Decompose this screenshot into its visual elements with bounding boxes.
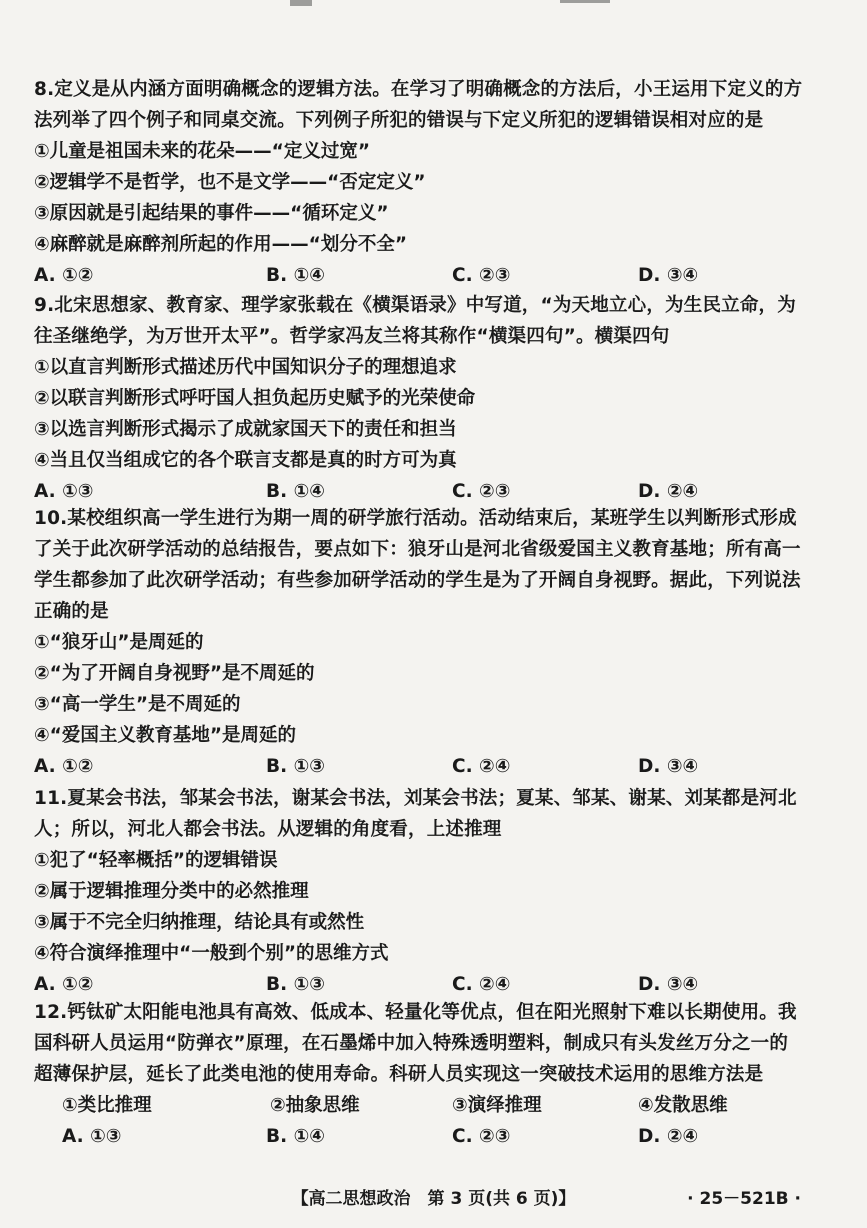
statement: ③演绎推理 xyxy=(452,1095,542,1116)
scan-mark-right xyxy=(560,0,610,3)
statement: ②属于逻辑推理分类中的必然推理 xyxy=(34,881,309,902)
option-c[interactable]: C. ②③ xyxy=(452,265,511,286)
option-a[interactable]: A. ①② xyxy=(34,974,94,995)
statement: ②“为了开阔自身视野”是不周延的 xyxy=(34,663,315,684)
option-a[interactable]: A. ①③ xyxy=(62,1126,122,1147)
answer-options xyxy=(0,260,867,291)
statement: ④麻醉就是麻醉剂所起的作用——“划分不全” xyxy=(34,234,407,255)
option-c[interactable]: C. ②④ xyxy=(452,756,511,777)
footer-paper-code: · 25－521B · xyxy=(687,1189,801,1209)
question-stem: 8.定义是从内涵方面明确概念的逻辑方法。在学习了明确概念的方法后，小王运用下定义的方法列举了四个例子和同桌交流。下列例子所犯的错误与下定义所犯的逻辑错误相对应的是 xyxy=(34,79,803,131)
question-8 xyxy=(0,74,867,291)
scan-mark-left xyxy=(290,0,312,6)
option-b[interactable]: B. ①④ xyxy=(266,1126,325,1147)
statement: ①类比推理 xyxy=(62,1095,152,1116)
question-11 xyxy=(0,783,867,1000)
statement: ③以选言判断形式揭示了成就家国天下的责任和担当 xyxy=(34,419,457,440)
option-d[interactable]: D. ②④ xyxy=(638,1126,699,1147)
option-b[interactable]: B. ①③ xyxy=(266,756,325,777)
option-a[interactable]: A. ①② xyxy=(34,265,94,286)
option-c[interactable]: C. ②③ xyxy=(452,1126,511,1147)
statement: ①犯了“轻率概括”的逻辑错误 xyxy=(34,850,278,871)
option-a[interactable]: A. ①③ xyxy=(34,481,94,502)
option-d[interactable]: D. ②④ xyxy=(638,481,699,502)
statement: ①以直言判断形式描述历代中国知识分子的理想追求 xyxy=(34,357,457,378)
statement: ③属于不完全归纳推理，结论具有或然性 xyxy=(34,912,365,933)
statement: ④当且仅当组成它的各个联言支都是真的时方可为真 xyxy=(34,450,457,471)
statement: ③原因就是引起结果的事件——“循环定义” xyxy=(34,203,389,224)
answer-options xyxy=(0,969,867,1000)
question-stem: 9.北宋思想家、教育家、理学家张载在《横渠语录》中写道，“为天地立心，为生民立命，为往圣继绝学，为万世开太平”。哲学家冯友兰将其称作“横渠四句”。横渠四句 xyxy=(34,295,796,347)
statement: ④“爱国主义教育基地”是周延的 xyxy=(34,725,296,746)
footer-page-info: 【高二思想政治 第 3 页(共 6 页)】 xyxy=(291,1189,576,1209)
option-d[interactable]: D. ③④ xyxy=(638,265,699,286)
answer-options xyxy=(0,751,867,782)
option-b[interactable]: B. ①③ xyxy=(266,974,325,995)
statement: ①“狼牙山”是周延的 xyxy=(34,632,204,653)
statement: ③“高一学生”是不周延的 xyxy=(34,694,241,715)
option-b[interactable]: B. ①④ xyxy=(266,265,325,286)
option-d[interactable]: D. ③④ xyxy=(638,756,699,777)
statement: ④符合演绎推理中“一般到个别”的思维方式 xyxy=(34,943,389,964)
option-a[interactable]: A. ①② xyxy=(34,756,94,777)
question-stem: 12.钙钛矿太阳能电池具有高效、低成本、轻量化等优点，但在阳光照射下难以长期使用。我国科研人员运用“防弹衣”原理，在石墨烯中加入特殊透明塑料，制成只有头发丝万分之一的超薄保护层，延长了此类电池的使用寿命。科研人员实现这一突破技术运用的思维方法是 xyxy=(34,1002,797,1085)
option-b[interactable]: B. ①④ xyxy=(266,481,325,502)
statement: ①儿童是祖国未来的花朵——“定义过宽” xyxy=(34,141,370,162)
option-c[interactable]: C. ②④ xyxy=(452,974,511,995)
answer-options xyxy=(0,1121,867,1152)
statement: ④发散思维 xyxy=(638,1095,728,1116)
question-stem: 10.某校组织高一学生进行为期一周的研学旅行活动。活动结束后，某班学生以判断形式形成了关于此次研学活动的总结报告，要点如下：狼牙山是河北省级爱国主义教育基地；所有高一学生都参加了此次研学活动；有些参加研学活动的学生是为了开阔自身视野。据此，下列说法正确的是 xyxy=(34,508,801,622)
question-9 xyxy=(0,290,867,507)
question-stem: 11.夏某会书法，邹某会书法，谢某会书法，刘某会书法；夏某、邹某、谢某、刘某都是河北人；所以，河北人都会书法。从逻辑的角度看，上述推理 xyxy=(34,788,797,840)
option-c[interactable]: C. ②③ xyxy=(452,481,511,502)
inline-statements xyxy=(0,1090,867,1121)
statement: ②逻辑学不是哲学，也不是文学——“否定定义” xyxy=(34,172,426,193)
statement: ②抽象思维 xyxy=(270,1095,360,1116)
option-d[interactable]: D. ③④ xyxy=(638,974,699,995)
page-footer xyxy=(0,1182,867,1212)
question-10 xyxy=(0,503,867,782)
question-12 xyxy=(0,997,867,1152)
statement: ②以联言判断形式呼吁国人担负起历史赋予的光荣使命 xyxy=(34,388,476,409)
